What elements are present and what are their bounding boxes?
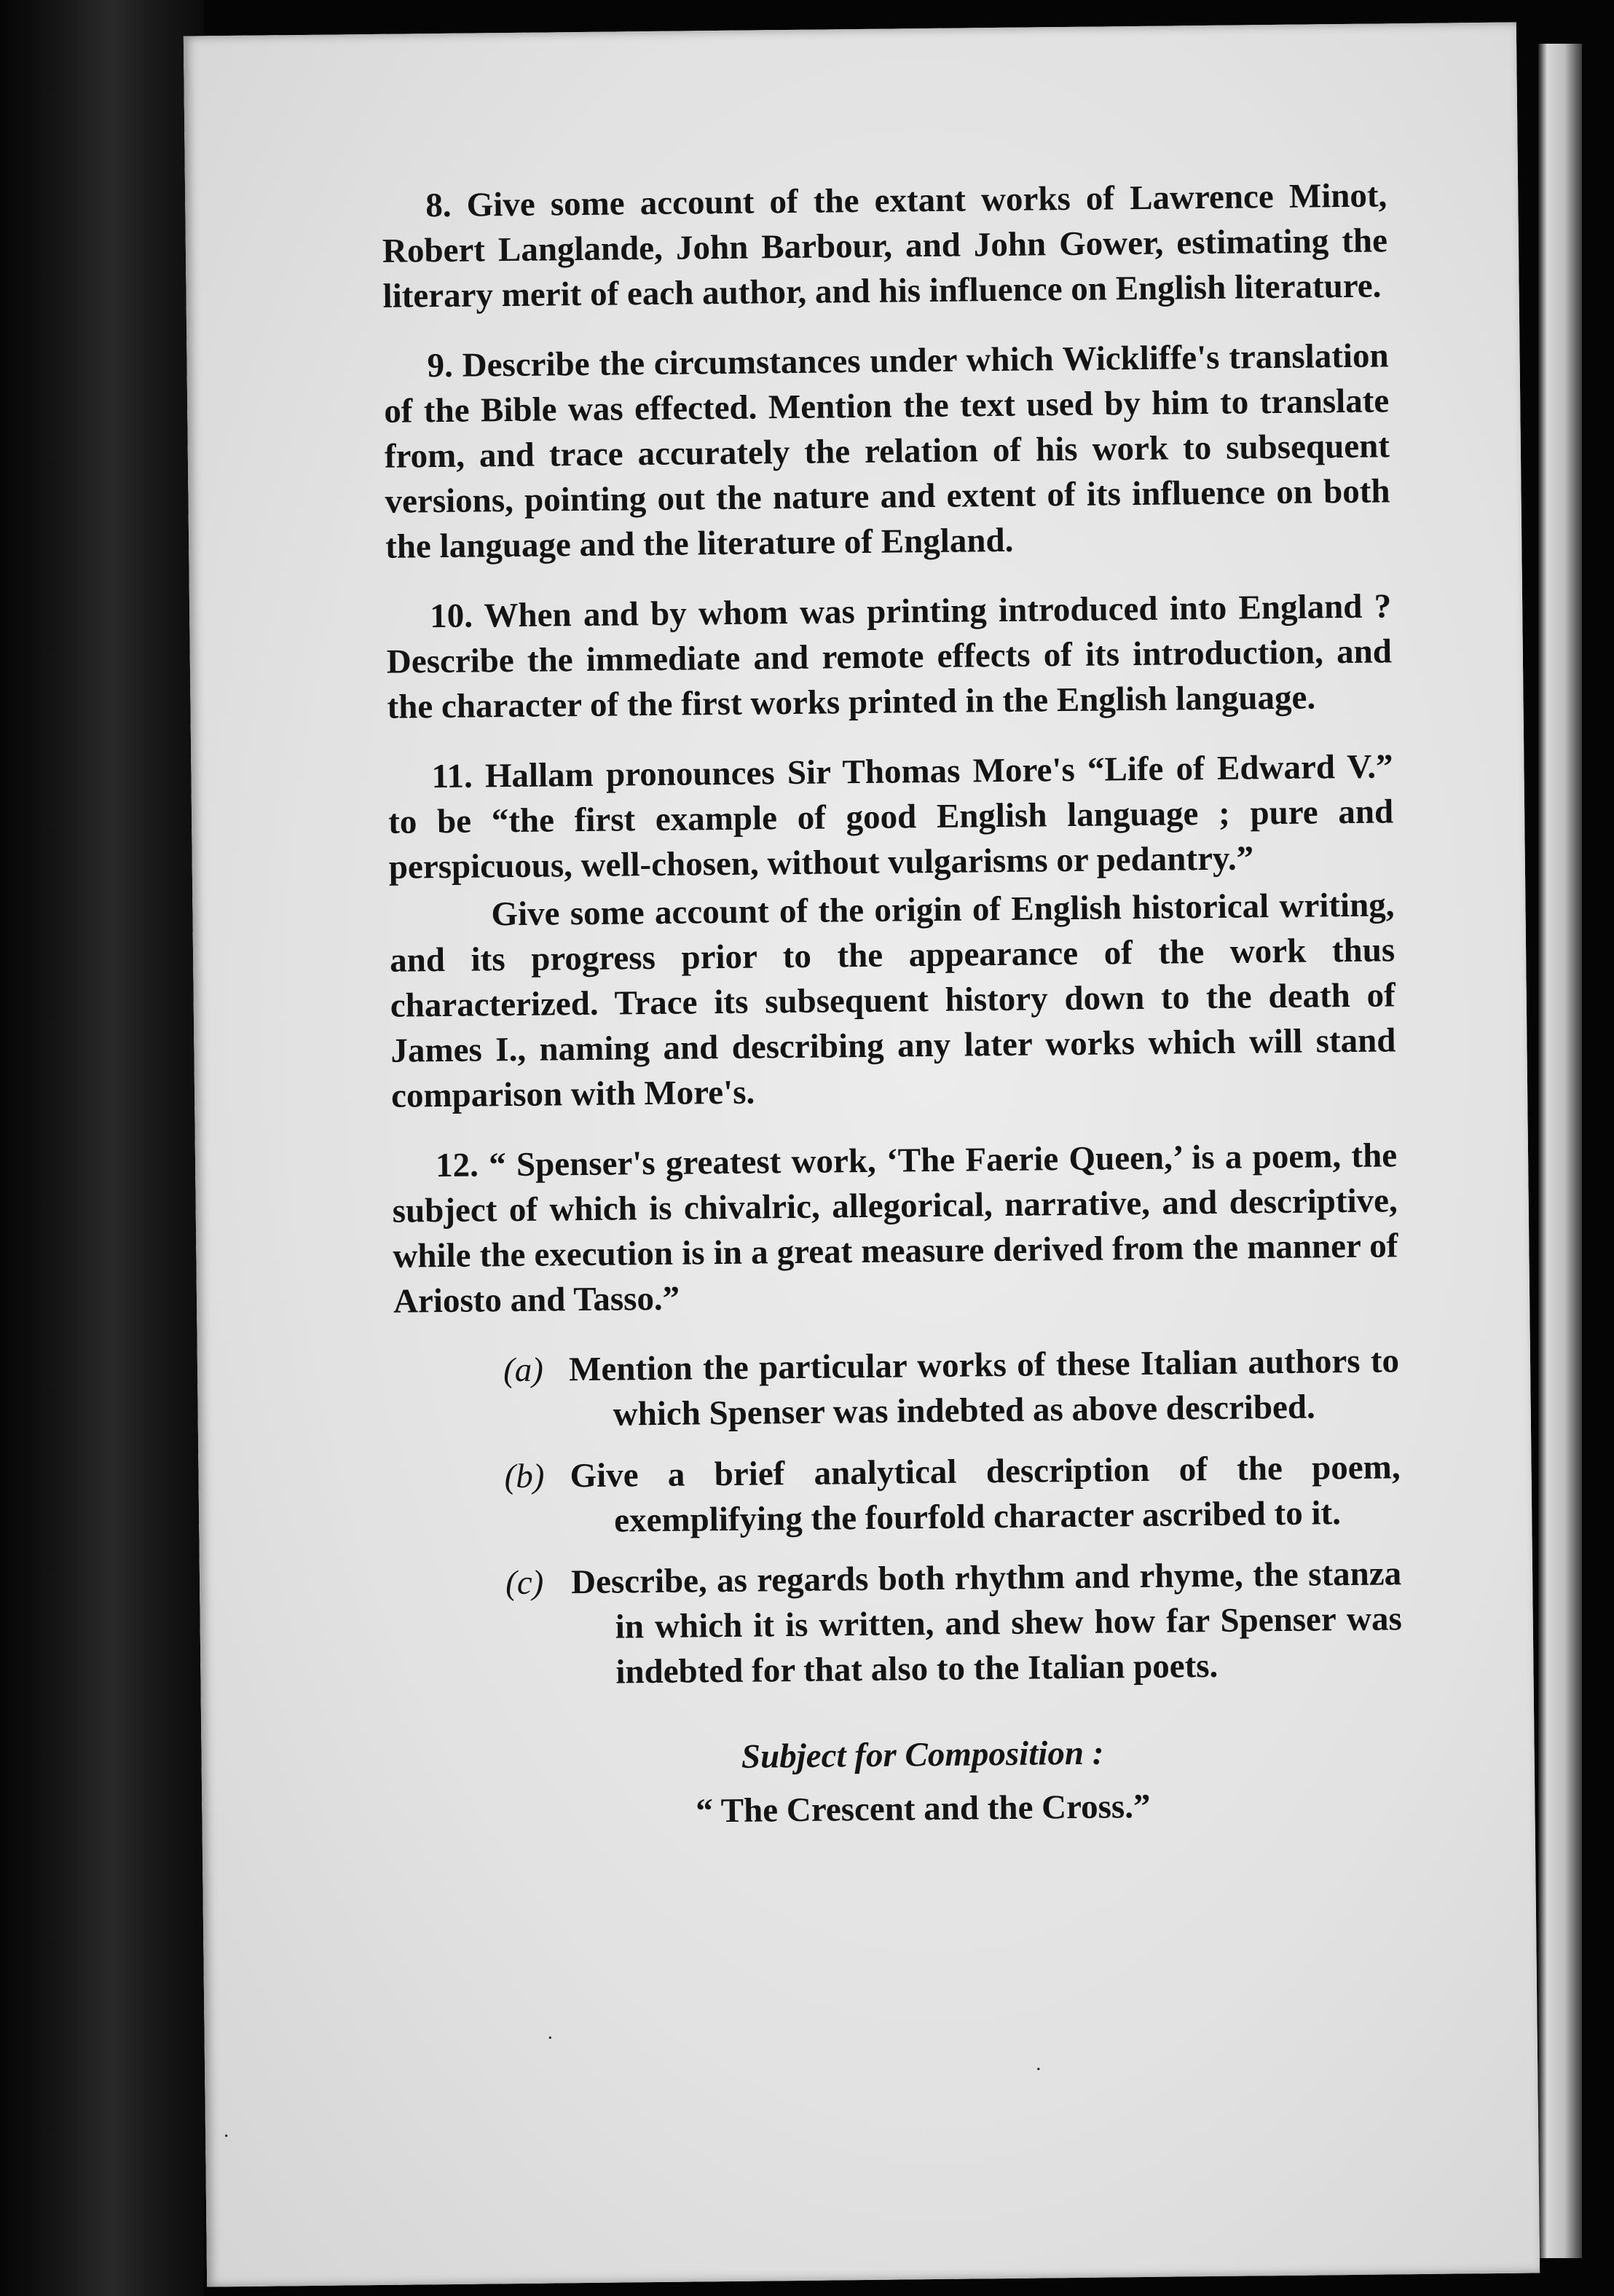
question-number: 9. xyxy=(427,346,454,385)
subpart-letter: (a) xyxy=(503,1351,544,1390)
question-12 xyxy=(392,1133,1399,1324)
question-9 xyxy=(383,333,1390,569)
composition-subject: “ The Crescent and the Cross.” xyxy=(696,1787,1151,1831)
question-number: 8. xyxy=(425,186,452,225)
question-text: Describe the circumstances under which Wickliffe's translation of the Bible was effected. Mention the text used by him to translate from, and trace accurately the relation of his work to subsequent versions, pointing out the nature and extent of its influence on both the language and the literature of England. xyxy=(384,337,1390,566)
question-text: Give some account of the extant works of Lawrence Minot, Robert Langlande, John Barbour, and John Gower, estimating the literary merit of each author, and his influence on English literature. xyxy=(382,176,1388,315)
question-text: “ Spenser's greatest work, ‘The Faerie Queen,’ is a poem, the subject of which is chivalric, allegorical, narrative, and descriptive, while the execution is in a great measure derived from the manner of Ariosto and Tasso.” xyxy=(392,1136,1398,1321)
question-11-continuation: Give some account of the origin of English historical writing, and its progress prior to the appearance of the work thus characterized. Trace its subsequent history down to the death of James I., naming and describing any later works which will stand comparison with More's. xyxy=(389,886,1396,1115)
exam-page xyxy=(184,23,1540,2287)
scan-speck: · xyxy=(222,2125,230,2148)
subpart-c xyxy=(396,1551,1403,1697)
scan-speck: · xyxy=(546,2026,554,2050)
question-text: When and by whom was printing introduced into England ? Describe the immediate and remote effects of its introduction, and the character of the first works printed in the English language. xyxy=(386,587,1393,726)
subpart-letter: (b) xyxy=(504,1457,545,1496)
composition-heading: Subject for Composition : xyxy=(741,1734,1104,1776)
scan-speck: · xyxy=(1035,2058,1042,2081)
question-number: 12. xyxy=(435,1146,479,1185)
page-content xyxy=(382,173,1404,1836)
question-number: 10. xyxy=(429,597,473,636)
question-11 xyxy=(387,744,1394,889)
subpart-text: Give a brief analytical description of the poem, exemplifying the fourfold character ascribed to it. xyxy=(570,1448,1401,1540)
subpart-text: Mention the particular works of these Italian authors to which Spenser was indebted as above described. xyxy=(568,1342,1400,1434)
scanner-left-margin xyxy=(0,0,204,2296)
subpart-text: Describe, as regards both rhythm and rhyme, the stanza in which it is written, and shew how far Spenser was indebted for that also to the Italian poets. xyxy=(570,1554,1402,1691)
question-10 xyxy=(386,583,1393,729)
question-8 xyxy=(382,173,1388,318)
subpart-letter: (c) xyxy=(505,1563,544,1603)
subpart-a xyxy=(394,1338,1400,1439)
question-number: 11. xyxy=(431,757,473,796)
subpart-b xyxy=(395,1444,1401,1545)
adjacent-page-edge xyxy=(1538,44,1582,2258)
question-text: Hallam pronounces Sir Thomas More's “Life of Edward V.” to be “the first example of good English language ; pure and perspicuous, well-chosen, without vulgarisms or pedantry.” xyxy=(387,747,1394,886)
